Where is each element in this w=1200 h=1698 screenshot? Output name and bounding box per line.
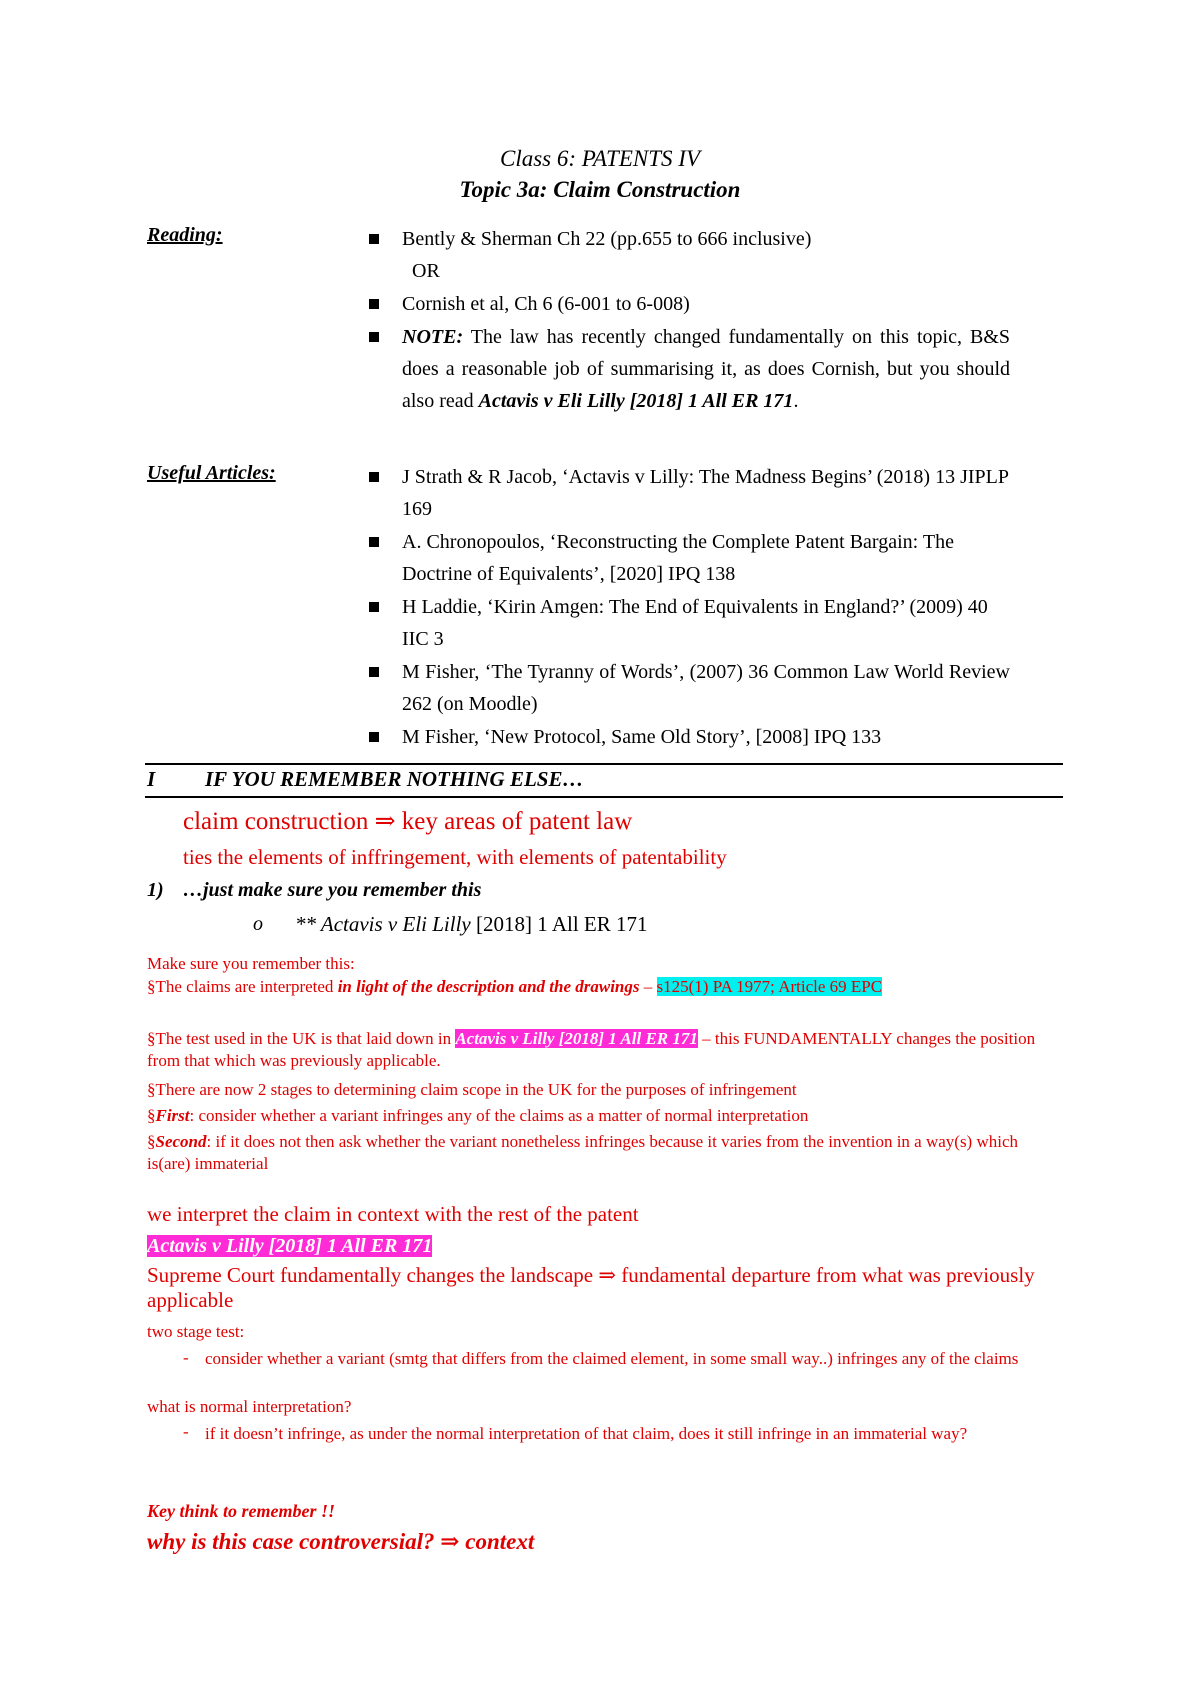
bullet-square-icon <box>369 602 379 612</box>
note-line: ties the elements of inffringement, with elements of patentability <box>183 845 727 869</box>
section-rule-bottom <box>145 796 1063 798</box>
p2-a: §The test used in the UK is that laid down in <box>147 1029 456 1048</box>
reading-item: Cornish et al, Ch 6 (6-001 to 6-008) <box>402 293 690 315</box>
page-subtitle: Topic 3a: Claim Construction <box>459 177 741 202</box>
lower-line: two stage test: <box>147 1322 245 1341</box>
lower-line: what is normal interpretation? <box>147 1397 352 1416</box>
sub-marker: o <box>253 913 263 935</box>
bullet-square-icon <box>369 332 379 342</box>
question-note: why is this case controversial? ⇒ context <box>147 1529 535 1554</box>
sub-prefix: ** <box>295 912 321 936</box>
articles-label: Useful Articles: <box>147 462 276 484</box>
key-note: Key think to remember !! <box>147 1501 335 1521</box>
lower-case-line <box>147 1235 432 1258</box>
section-rule-top <box>145 763 1063 765</box>
reading-or: OR <box>412 260 440 282</box>
p5-b: Second <box>155 1132 207 1151</box>
article-item: M Fisher, ‘New Protocol, Same Old Story’, [2008] IPQ 133 <box>402 726 882 748</box>
red-para-4 <box>147 1105 1067 1127</box>
p5-a: § <box>147 1132 156 1151</box>
note-case: Actavis v Eli Lilly [2018] 1 All ER 171 <box>478 390 794 412</box>
dash-icon: - <box>183 1348 189 1367</box>
article-item: H Laddie, ‘Kirin Amgen: The End of Equivalents in England?’ (2009) 40 IIC 3 <box>402 596 988 650</box>
lower-line: Supreme Court fundamentally changes the landscape ⇒ fundamental departure from what was previously applicable <box>147 1263 1035 1312</box>
p2-b: – this FUNDAMENTALLY changes the position from that which was previously applicable. <box>147 1029 1036 1070</box>
section-title: IF YOU REMEMBER NOTHING ELSE… <box>205 767 584 791</box>
page-title: Class 6: PATENTS IV <box>499 146 700 171</box>
dash-icon: - <box>183 1422 189 1441</box>
p1-c: – <box>639 977 657 996</box>
lower-dash-item: if it doesn’t infringe, as under the normal interpretation of that claim, does it still infringe in an immaterial way? <box>205 1424 968 1443</box>
p1-highlight: s125(1) PA 1977; Article 69 EPC <box>656 977 883 996</box>
bullet-square-icon <box>369 299 379 309</box>
p5-c: : if it does not then ask whether the variant nonetheless infringes because it varies from the invention in a way(s) which is(are) immaterial <box>147 1132 1019 1173</box>
sub-case: Actavis v Eli Lilly <box>320 912 471 936</box>
sub-cite: [2018] 1 All ER 171 <box>470 912 648 936</box>
section-number: I <box>147 767 156 791</box>
point-number: 1) <box>147 879 164 901</box>
p1-b: in light of the description and the drawings <box>337 977 640 996</box>
reading-item: Bently & Sherman Ch 22 (pp.655 to 666 inclusive) <box>402 228 812 250</box>
article-item: M Fisher, ‘The Tyranny of Words’, (2007) 36 Common Law World Review 262 (on Moodle) <box>402 661 1010 715</box>
reading-label: Reading: <box>147 224 223 246</box>
bullet-square-icon <box>369 537 379 547</box>
bullet-square-icon <box>369 667 379 677</box>
note-end: . <box>793 390 799 412</box>
p4-c: : consider whether a variant infringes any of the claims as a matter of normal interpretation <box>189 1106 809 1125</box>
note-text: The law has recently changed fundamentally on this topic, B&S does a reasonable job of summarising it, as does Cornish, but you should also read <box>402 326 1010 412</box>
red-para-2 <box>147 1028 1047 1072</box>
red-para-3: §There are now 2 stages to determining claim scope in the UK for the purposes of infringement <box>147 1080 797 1099</box>
reading-note <box>402 321 1010 417</box>
lower-dash-item: consider whether a variant (smtg that differs from the claimed element, in some small way..) infringes any of the claims <box>205 1349 1019 1368</box>
red-para-1 <box>147 976 1047 998</box>
bullet-square-icon <box>369 234 379 244</box>
point-text: …just make sure you remember this <box>183 879 482 901</box>
bullet-square-icon <box>369 472 379 482</box>
note-line: claim construction ⇒ key areas of patent law <box>183 808 633 835</box>
p4-a: § <box>147 1106 156 1125</box>
article-item: A. Chronopoulos, ‘Reconstructing the Complete Patent Bargain: The Doctrine of Equivalents’, [2020] IPQ 138 <box>402 531 954 585</box>
p1-a: §The claims are interpreted <box>147 977 338 996</box>
note-label: NOTE: <box>402 326 464 348</box>
sub-item <box>295 912 648 937</box>
red-para-5 <box>147 1131 1047 1175</box>
bullet-square-icon <box>369 732 379 742</box>
lower-line: we interpret the claim in context with the rest of the patent <box>147 1202 639 1226</box>
article-item: J Strath & R Jacob, ‘Actavis v Lilly: The Madness Begins’ (2018) 13 JIPLP 169 <box>402 466 1009 520</box>
p4-b: First <box>155 1106 190 1125</box>
p2-highlight: Actavis v Lilly [2018] 1 All ER 171 <box>455 1029 698 1048</box>
red-intro: Make sure you remember this: <box>147 954 355 973</box>
lower-highlight: Actavis v Lilly [2018] 1 All ER 171 <box>147 1235 433 1257</box>
